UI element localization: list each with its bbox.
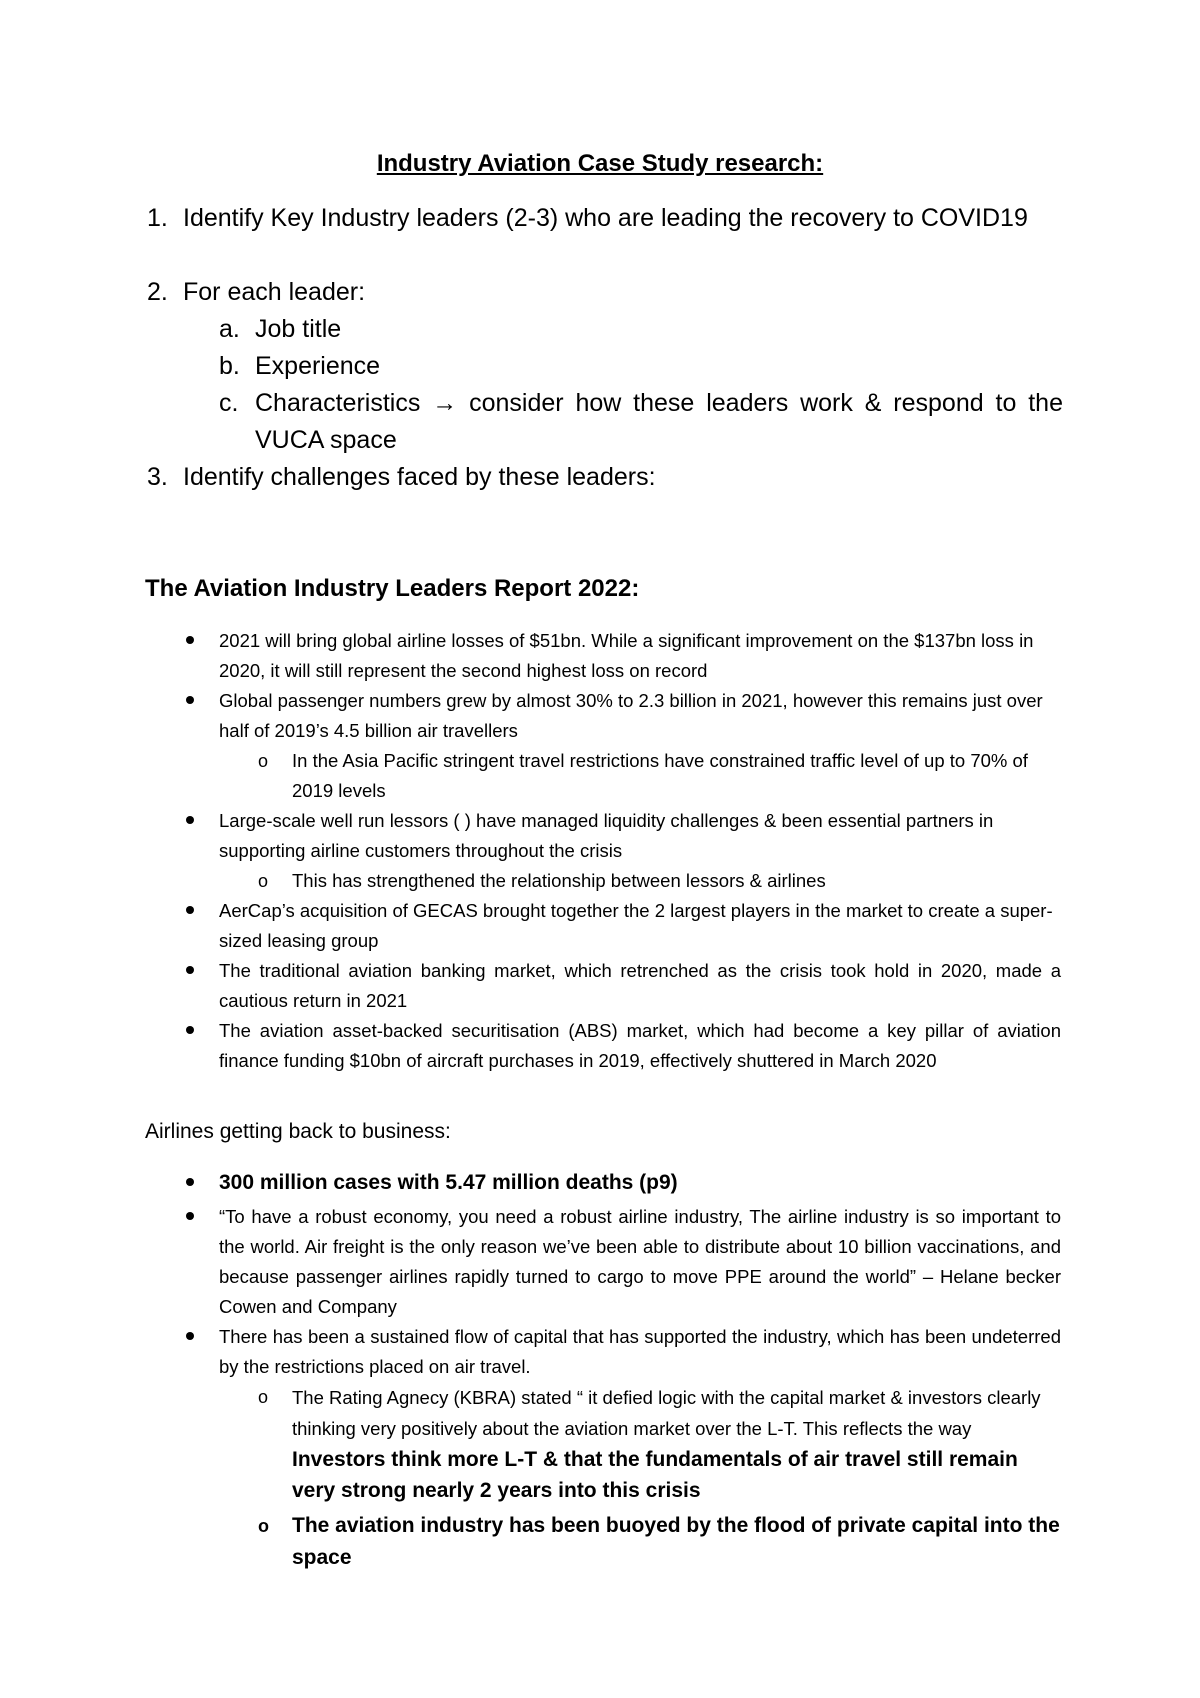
sub-item-letter: c.: [219, 389, 239, 417]
sub-list-item: o This has strengthened the relationship between lessors & airlines: [292, 866, 1062, 896]
task-text: Identify Key Industry leaders (2-3) who are leading the recovery to COVID19: [183, 204, 1028, 232]
task-sub-item-a: [219, 311, 1063, 348]
list-item: There has been a sustained flow of capital that has supported the industry, which has been undeterred by the restrictions placed on air travel.: [219, 1322, 1061, 1382]
task-sub-item-c: [219, 385, 1063, 459]
list-item: The traditional aviation banking market, which retrenched as the crisis took hold in 2020, made a cautious return in 2021: [219, 956, 1061, 1016]
task-number: 1.: [147, 204, 168, 232]
list-item: 2021 will bring global airline losses of $51bn. While a significant improvement on the $137bn loss in 2020, it will still represent the second highest loss on record: [219, 626, 1061, 686]
list-item: Large-scale well run lessors ( ) have managed liquidity challenges & been essential partners in supporting airline customers throughout the crisis: [219, 806, 1061, 866]
sub-item-letter: a.: [219, 315, 240, 343]
sub-item-text: Job title: [255, 315, 342, 343]
task-item-1: [147, 200, 1063, 237]
sub-list-item-text: The Rating Agnecy (KBRA) stated “ it defied logic with the capital market & investors clearly thinking very positively about the aviation market over the L-T. This reflects the way: [292, 1387, 1041, 1439]
list-item: “To have a robust economy, you need a robust airline industry, The airline industry is so important to the world. Air freight is the only reason we’ve been able to distribute about 10 billion vaccinations, and because passenger airlines rapidly turned to cargo to move PPE around the world” – Helane becker Cowen and Company: [219, 1202, 1061, 1322]
page-title: Industry Aviation Case Study research:: [376, 150, 824, 177]
list-item: AerCap’s acquisition of GECAS brought together the 2 largest players in the market to create a super-sized leasing group: [219, 896, 1061, 956]
task-text: For each leader:: [183, 278, 366, 306]
sub-item-letter: b.: [219, 352, 240, 380]
sub-list-item: o In the Asia Pacific stringent travel restrictions have constrained traffic level of up to 70% of 2019 levels: [292, 746, 1062, 806]
task-item-3: [147, 459, 1063, 496]
sub-item-text: Experience: [255, 352, 381, 380]
task-number: 2.: [147, 278, 168, 306]
task-number: 3.: [147, 463, 168, 491]
sub-list-item: [292, 1382, 1062, 1506]
task-sub-item-b: [219, 348, 1063, 385]
list-item: The aviation asset-backed securitisation (ABS) market, which had become a key pillar of aviation finance funding $10bn of aircraft purchases in 2019, effectively shuttered in March 2020: [219, 1016, 1061, 1076]
task-text: Identify challenges faced by these leaders:: [183, 463, 656, 491]
list-item: 300 million cases with 5.47 million deaths (p9): [219, 1168, 1061, 1198]
sub-item-text-continued: consider how these leaders work & respond to the VUCA space: [255, 389, 1063, 454]
right-arrow-icon: →: [432, 389, 458, 417]
report-heading: The Aviation Industry Leaders Report 2022:: [145, 575, 640, 602]
sub-list-item-emphasis: Investors think more L-T & that the fundamentals of air travel still remain very strong nearly 2 years into this crisis: [292, 1448, 1018, 1502]
task-item-2: [147, 274, 1063, 311]
sub-item-text: Characteristics: [255, 389, 421, 417]
airlines-heading: Airlines getting back to business:: [145, 1120, 451, 1143]
list-item: Global passenger numbers grew by almost 30% to 2.3 billion in 2021, however this remains just over half of 2019’s 4.5 billion air travellers: [219, 686, 1061, 746]
sub-list-item: o The aviation industry has been buoyed by the flood of private capital into the space: [292, 1510, 1062, 1574]
